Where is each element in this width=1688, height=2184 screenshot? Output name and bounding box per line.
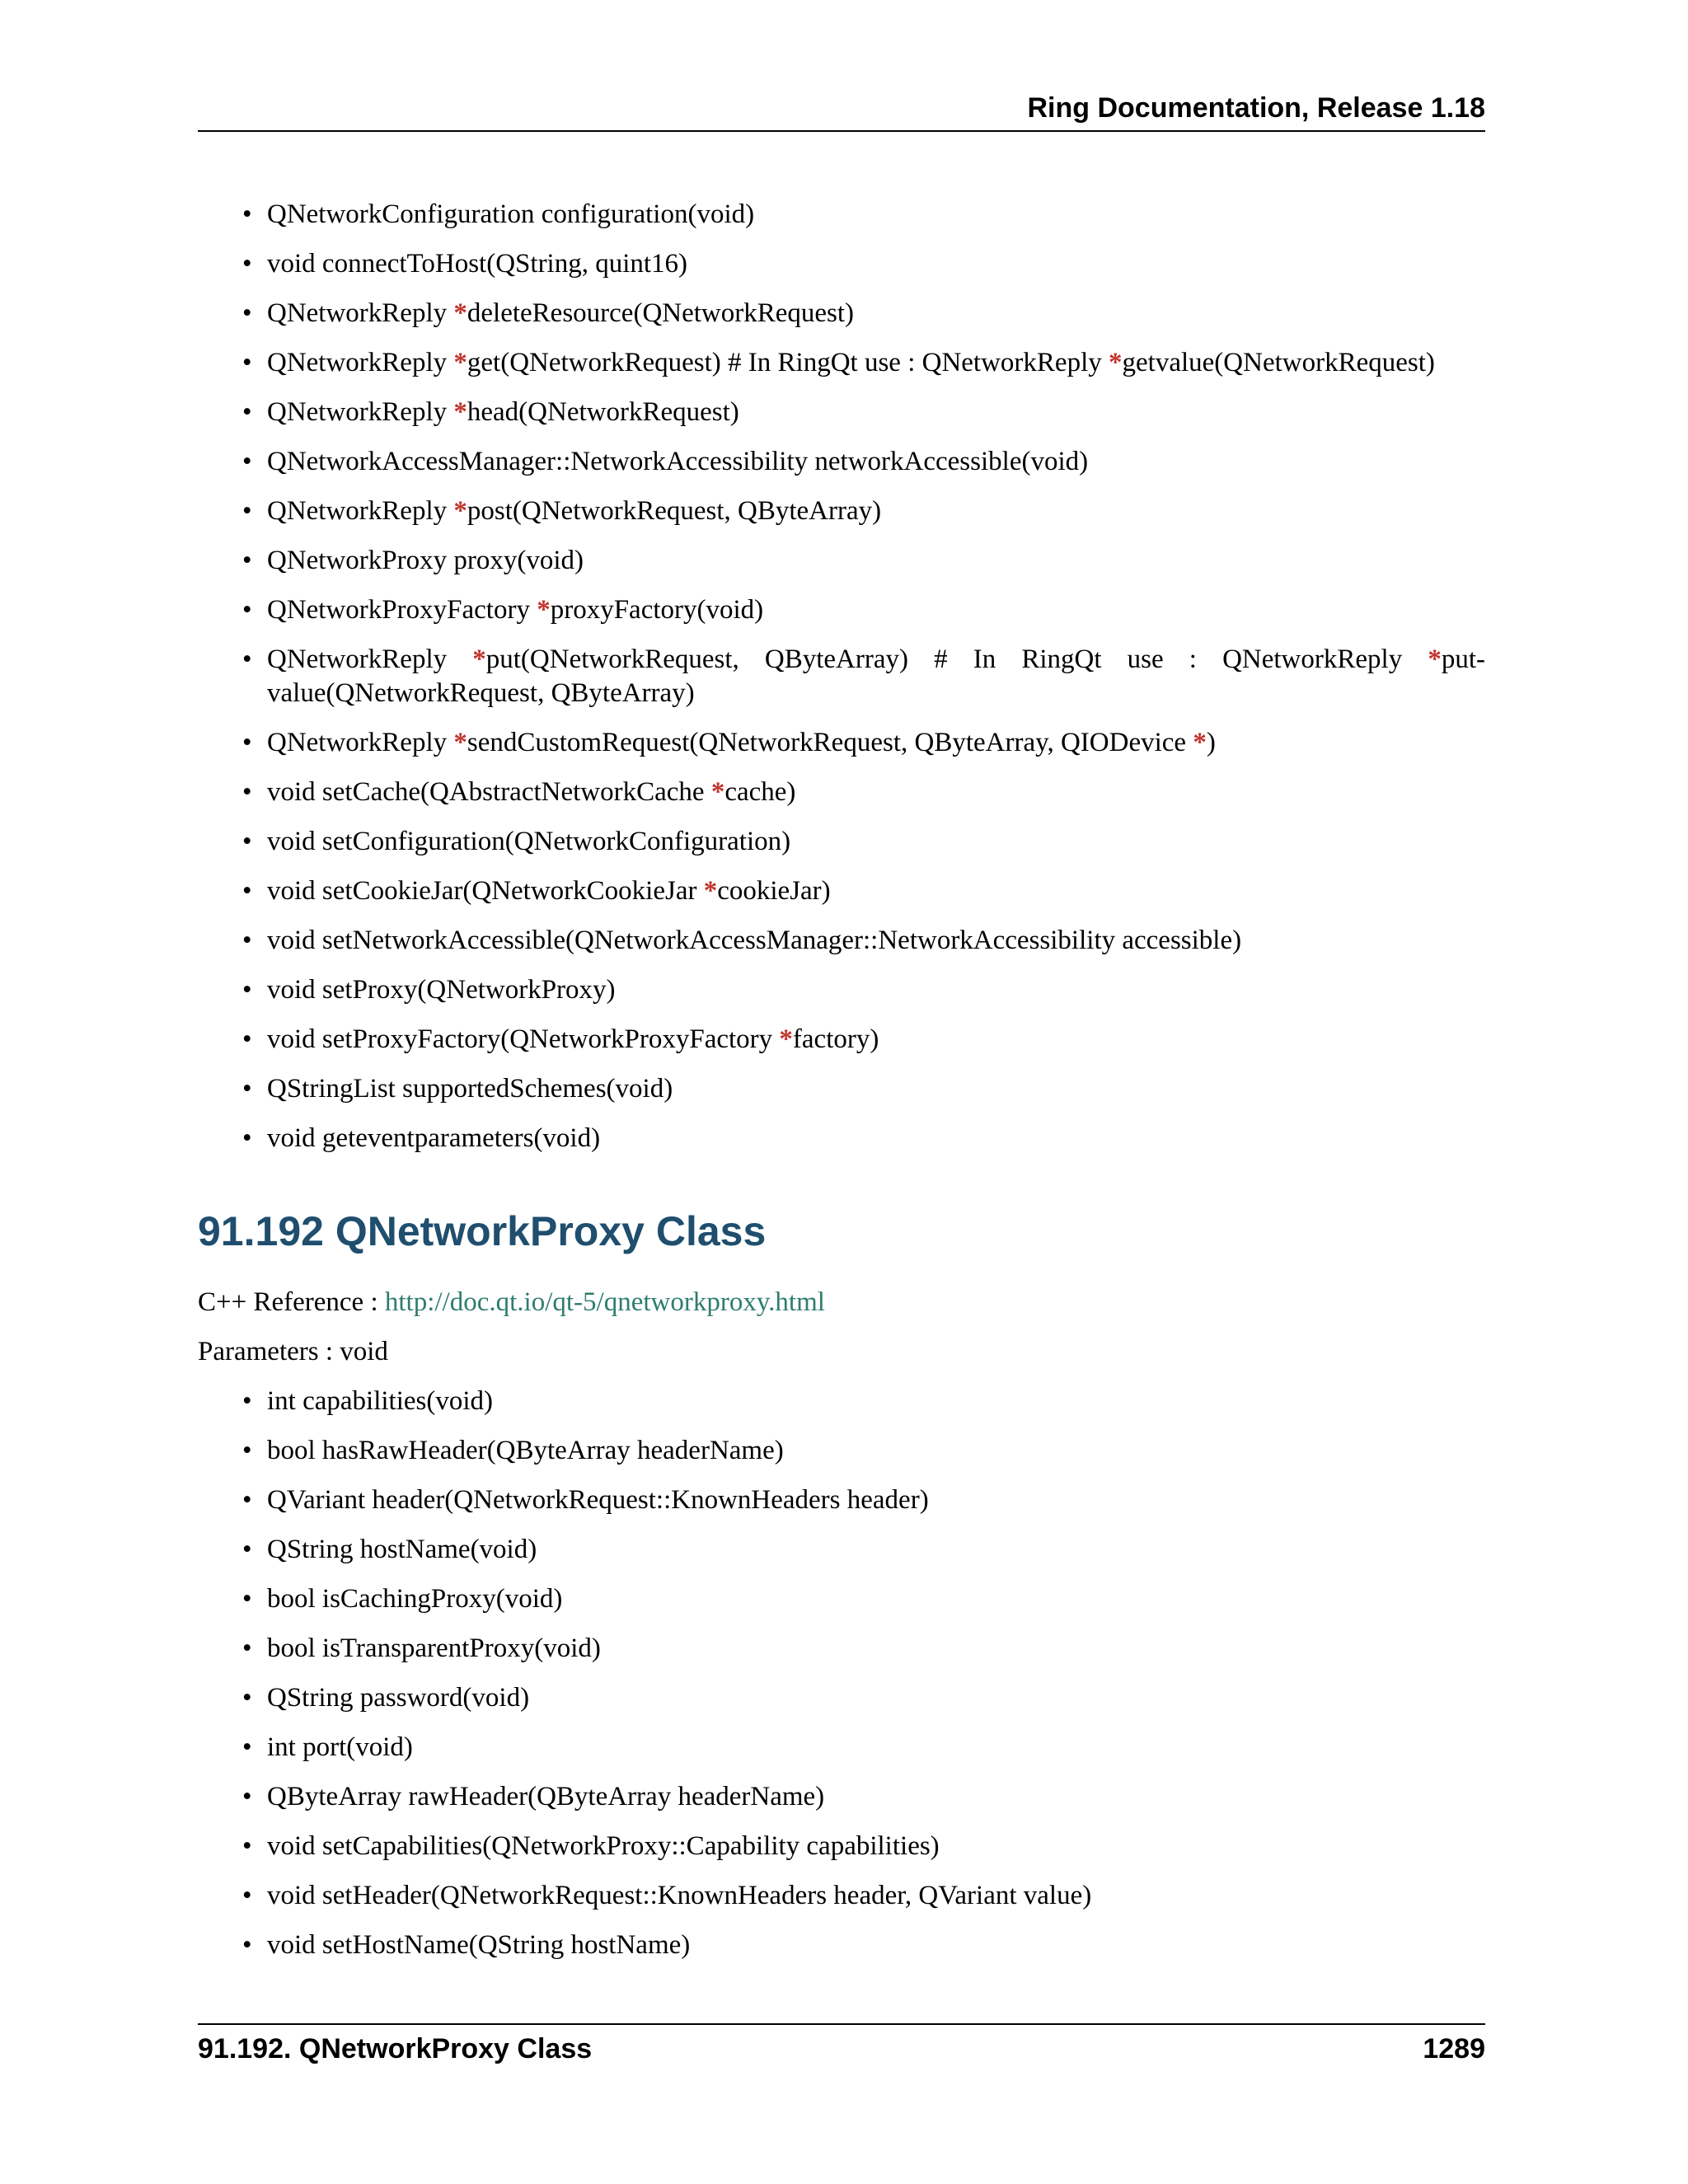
list-item	[198, 494, 1485, 528]
method-signature-text: int port(void)	[267, 1732, 413, 1762]
method-signature-text: void connectToHost(QString, quint16)	[267, 249, 688, 279]
method-signature-text: QNetworkReply	[267, 644, 473, 674]
pointer-asterisk: *	[453, 348, 467, 377]
method-signature-text: void setHostName(QString hostName)	[267, 1930, 691, 1960]
list-item	[198, 973, 1485, 1007]
cpp-reference	[198, 1286, 1485, 1319]
method-signature-text: QString hostName(void)	[267, 1535, 537, 1564]
method-signature-text: post(QNetworkRequest, QByteArray)	[467, 496, 882, 526]
footer-rule	[198, 2023, 1485, 2025]
method-signature-text: deleteResource(QNetworkRequest)	[467, 298, 855, 328]
method-signature-text: QString password(void)	[267, 1683, 530, 1713]
list-item	[198, 825, 1485, 859]
method-signature-text: QNetworkReply	[267, 397, 454, 427]
list-item	[198, 198, 1485, 232]
method-signature-text: cache)	[724, 777, 796, 807]
method-signature-text: sendCustomRequest(QNetworkRequest, QByteArray, QIODevice	[467, 728, 1193, 757]
method-signature-text: bool hasRawHeader(QByteArray headerName)	[267, 1436, 784, 1465]
running-header: Ring Documentation, Release 1.18	[1027, 92, 1485, 124]
method-signature-text: )	[1206, 728, 1216, 757]
list-item	[198, 1830, 1485, 1863]
pointer-asterisk: *	[472, 644, 486, 674]
method-signature-text: factory)	[792, 1024, 879, 1054]
method-signature-text: QStringList supportedSchemes(void)	[267, 1074, 673, 1104]
method-signature-text: put-value(QNetworkRequest, QByteArray)	[267, 644, 1485, 708]
list-item	[198, 247, 1485, 281]
method-signature-text: QNetworkProxyFactory	[267, 595, 537, 625]
method-signature-text: void geteventparameters(void)	[267, 1123, 601, 1153]
method-signature-text: cookieJar)	[717, 876, 831, 906]
method-signature-text: void setCapabilities(QNetworkProxy::Capability capabilities)	[267, 1831, 940, 1861]
method-list-qnetworkaccessmanager	[198, 198, 1485, 1155]
list-item	[198, 1072, 1485, 1106]
list-item	[198, 1533, 1485, 1567]
list-item	[198, 1681, 1485, 1715]
method-signature-text: put(QNetworkRequest, QByteArray) # In RingQt use : QNetworkReply	[485, 644, 1428, 674]
page-content	[198, 198, 1485, 1978]
pointer-asterisk: *	[710, 777, 725, 807]
list-item	[198, 1879, 1485, 1913]
list-item	[198, 776, 1485, 809]
method-signature-text: head(QNetworkRequest)	[467, 397, 739, 427]
method-signature-text: QNetworkProxy proxy(void)	[267, 546, 584, 575]
pointer-asterisk: *	[453, 496, 467, 526]
pointer-asterisk: *	[453, 728, 467, 757]
list-item	[198, 924, 1485, 958]
pointer-asterisk: *	[1428, 644, 1442, 674]
list-item	[198, 1483, 1485, 1517]
list-item	[198, 1385, 1485, 1418]
method-signature-text: bool isCachingProxy(void)	[267, 1584, 563, 1614]
list-item	[198, 1632, 1485, 1666]
list-item	[198, 1434, 1485, 1468]
pointer-asterisk: *	[453, 397, 467, 427]
list-item	[198, 1122, 1485, 1155]
method-signature-text: QNetworkReply	[267, 728, 454, 757]
pointer-asterisk: *	[703, 876, 718, 906]
list-item	[198, 297, 1485, 330]
method-signature-text: proxyFactory(void)	[550, 595, 764, 625]
parameters-line: Parameters : void	[198, 1337, 388, 1366]
list-item	[198, 1929, 1485, 1962]
header-rule	[198, 130, 1485, 132]
footer-section-title: 91.192. QNetworkProxy Class	[198, 2033, 593, 2064]
method-signature-text: getvalue(QNetworkRequest)	[1122, 348, 1435, 377]
list-item	[198, 1582, 1485, 1616]
method-signature-text: QVariant header(QNetworkRequest::KnownHeaders header)	[267, 1485, 929, 1515]
pointer-asterisk: *	[1193, 728, 1207, 757]
list-item	[198, 1023, 1485, 1057]
page-number: 1289	[1423, 2033, 1485, 2064]
list-item	[198, 874, 1485, 908]
pointer-asterisk: *	[1109, 348, 1123, 377]
list-item	[198, 593, 1485, 627]
method-signature-text: void setConfiguration(QNetworkConfiguration)	[267, 827, 791, 856]
method-signature-text: int capabilities(void)	[267, 1386, 494, 1416]
pointer-asterisk: *	[453, 298, 467, 328]
method-signature-text: bool isTransparentProxy(void)	[267, 1633, 601, 1663]
section-heading: 91.192 QNetworkProxy Class	[198, 1208, 767, 1254]
method-signature-text: void setProxyFactory(QNetworkProxyFactory	[267, 1024, 780, 1054]
cpp-reference-link[interactable]: http://doc.qt.io/qt-5/qnetworkproxy.html	[384, 1287, 825, 1317]
method-signature-text: QByteArray rawHeader(QByteArray headerName)	[267, 1782, 825, 1811]
method-signature-text: QNetworkConfiguration configuration(void)	[267, 199, 755, 229]
method-signature-text: QNetworkReply	[267, 496, 454, 526]
list-item	[198, 1780, 1485, 1814]
method-signature-text: void setCache(QAbstractNetworkCache	[267, 777, 711, 807]
cpp-reference-label: C++ Reference :	[198, 1287, 385, 1317]
list-item	[198, 544, 1485, 578]
method-signature-text: QNetworkReply	[267, 298, 454, 328]
method-signature-text: void setHeader(QNetworkRequest::KnownHeaders header, QVariant value)	[267, 1881, 1092, 1910]
pointer-asterisk: *	[779, 1024, 793, 1054]
method-signature-text: void setNetworkAccessible(QNetworkAccessManager::NetworkAccessibility accessible)	[267, 926, 1242, 955]
method-list-qnetworkproxy	[198, 1385, 1485, 1962]
list-item	[198, 643, 1485, 710]
method-signature-text: QNetworkReply	[267, 348, 454, 377]
list-item	[198, 445, 1485, 479]
method-signature-text: QNetworkAccessManager::NetworkAccessibility networkAccessible(void)	[267, 447, 1089, 476]
method-signature-text: void setProxy(QNetworkProxy)	[267, 975, 616, 1005]
method-signature-text: get(QNetworkRequest) # In RingQt use : QNetworkReply	[467, 348, 1109, 377]
list-item	[198, 346, 1485, 380]
list-item	[198, 726, 1485, 760]
pointer-asterisk: *	[537, 595, 551, 625]
list-item	[198, 396, 1485, 429]
method-signature-text: void setCookieJar(QNetworkCookieJar	[267, 876, 704, 906]
list-item	[198, 1731, 1485, 1765]
